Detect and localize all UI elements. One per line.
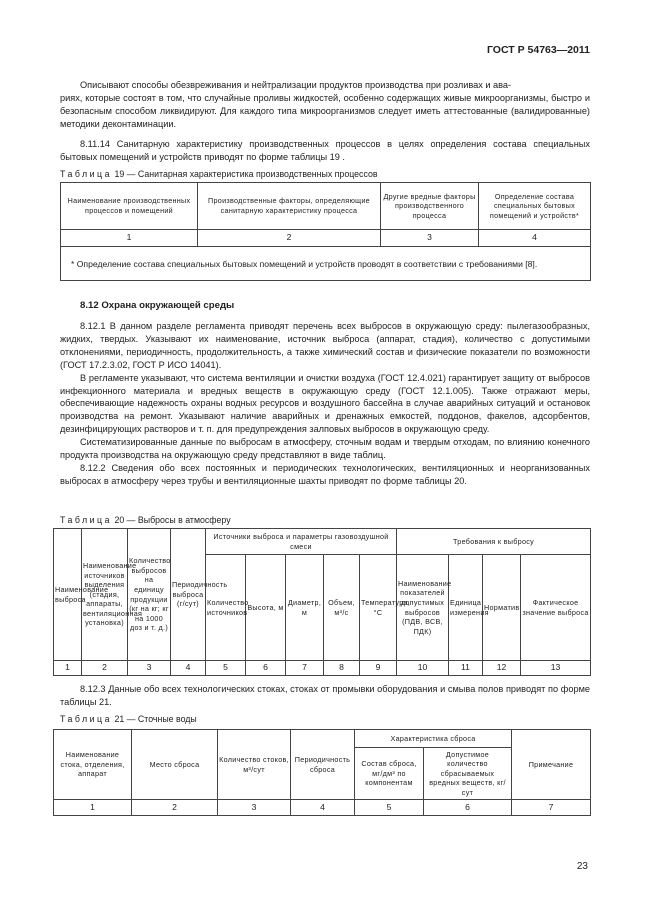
document-header: ГОСТ Р 54763—2011 bbox=[486, 44, 590, 56]
paragraph-ventilation: В регламенте указывают, что система вентиляции и очистки воздуха (ГОСТ 12.4.021) гарантирует защиту от выбросов инфекционного материала и вредных веществ в окружающую среду (ГОСТ 12.1.005). Также отражают меры, обеспечивающие надежность охраны водных ресурсов и воздушного бассейна в случае аварийных ситуаций и остановок производства на ремонт. Указывают наличие аварийных и дренажных емкостей, поддонов, факелов, адсорбентов, дезинфицирующих растворов и т. п. для предупреждения залповых выбросов в окружающую среду. bbox=[60, 372, 590, 435]
header-source-count: Количество источников bbox=[206, 555, 246, 661]
header-drain-name: Наименование стока, отделения, аппарат bbox=[54, 730, 132, 800]
header-discharge-periodicity: Периодичность сброса bbox=[291, 730, 355, 800]
header-unit: Единица измерения bbox=[449, 555, 483, 661]
column-number: 8 bbox=[324, 661, 360, 676]
section-body bbox=[60, 320, 590, 488]
section-heading: 8.12 Охрана окружающей среды bbox=[80, 300, 235, 311]
column-number: 4 bbox=[479, 230, 591, 247]
header-norm: Норматив bbox=[483, 555, 521, 661]
column-number: 13 bbox=[521, 661, 591, 676]
table-20 bbox=[53, 528, 591, 676]
paragraph-text: 8.12.3 Данные обо всех технологических стоках, стоках от промывки оборудования и смыва полов приводят по форме таблицы 21. bbox=[60, 684, 590, 707]
column-number: 2 bbox=[82, 661, 128, 676]
page-number: 23 bbox=[576, 861, 588, 872]
column-number: 10 bbox=[397, 661, 449, 676]
header-diameter: Диаметр, м bbox=[286, 555, 324, 661]
column-number: 7 bbox=[512, 800, 591, 816]
header-drain-quantity: Количество стоков, м³/сут bbox=[218, 730, 291, 800]
table-21-caption bbox=[60, 714, 197, 724]
table-19-caption bbox=[60, 169, 378, 179]
table-19 bbox=[60, 182, 591, 281]
column-number: 5 bbox=[206, 661, 246, 676]
table-header-cell: Производственные факторы, определяющие санитарную характеристику процесса bbox=[198, 183, 381, 230]
header-composition: Состав сброса, мг/дм³ по компонентам bbox=[355, 748, 424, 800]
header-periodicity: Периодичность выброса (г/сут) bbox=[171, 529, 206, 661]
caption-word: Таблица bbox=[60, 714, 112, 724]
column-number: 6 bbox=[424, 800, 512, 816]
column-number: 2 bbox=[198, 230, 381, 247]
caption-title: 20 — Выбросы в атмосферу bbox=[114, 515, 231, 525]
column-number: 2 bbox=[132, 800, 218, 816]
paragraph-line: Описывают способы обезвреживания и нейтрализации продуктов производства при розливах и ава- bbox=[80, 80, 512, 90]
paragraph-continuation: риях, которые состоят в том, что случайные проливы жидкостей, особенно содержащих живые микроорганизмы, быстро и безопасным способом ликвидируют. Для каждого типа микроорганизмов следует иметь аттестованные (валидированные) методики деконтаминации. bbox=[60, 92, 590, 129]
column-number: 9 bbox=[360, 661, 397, 676]
table-header-cell: Другие вредные факторы производственного процесса bbox=[381, 183, 479, 230]
caption-word: Таблица bbox=[60, 515, 112, 525]
header-emission-source: Наименование источников выделения (стадия, аппараты, вентиляционная установка) bbox=[82, 529, 128, 661]
column-number: 4 bbox=[291, 800, 355, 816]
table-20-caption bbox=[60, 515, 231, 525]
paragraph-8-12-3 bbox=[60, 683, 590, 709]
caption-word: Таблица bbox=[60, 169, 112, 179]
column-number: 3 bbox=[128, 661, 171, 676]
column-number: 5 bbox=[355, 800, 424, 816]
column-number: 1 bbox=[61, 230, 198, 247]
column-number: 1 bbox=[54, 661, 82, 676]
header-group-requirements: Требования к выбросу bbox=[397, 529, 591, 555]
column-number: 1 bbox=[54, 800, 132, 816]
column-number: 4 bbox=[171, 661, 206, 676]
header-group-sources: Источники выброса и параметры газовоздушной смеси bbox=[206, 529, 397, 555]
header-volume: Объем, м³/с bbox=[324, 555, 360, 661]
table-21 bbox=[53, 729, 591, 816]
paragraph-8-11-14 bbox=[60, 138, 590, 164]
column-number: 3 bbox=[381, 230, 479, 247]
column-number: 7 bbox=[286, 661, 324, 676]
header-group-discharge: Характеристика сброса bbox=[355, 730, 512, 748]
paragraph-systematized-data: Систематизированные данные по выбросам в атмосферу, сточным водам и твердым отходам, по влиянию конечного продукта производства на окружающую среду представляют в виде таблиц. bbox=[60, 437, 590, 461]
column-number: 6 bbox=[246, 661, 286, 676]
table-footnote: * Определение состава специальных бытовых помещений и устройств проводят в соответствии с требованиями [8]. bbox=[61, 247, 591, 281]
paragraph-8-12-2: 8.12.2 Сведения обо всех постоянных и периодических технологических, вентиляционных и неорганизованных выбросах в атмосферу через трубы и вентиляционные шахты приводят по форме таблицы 20. bbox=[60, 462, 590, 486]
paragraph-8-12-1: 8.12.1 В данном разделе регламента приводят перечень всех выбросов в окружающую среду: пылегазообразных, жидких, твердых. Указывают их наименование, источник выброса (аппарат, стадия), количество с допустимыми отклонениями, периодичность, продолжительность, а также химический состав и физические показатели по возможности (ГОСТ 17.2.3.02, ГОСТ Р ИСО 14041). bbox=[60, 321, 590, 370]
column-number: 12 bbox=[483, 661, 521, 676]
header-height: Высота, м bbox=[246, 555, 286, 661]
header-remarks: Примечание bbox=[512, 730, 591, 800]
caption-title: 21 — Сточные воды bbox=[114, 714, 197, 724]
table-header-cell: Определение состава специальных бытовых помещений и устройств* bbox=[479, 183, 591, 230]
column-number: 11 bbox=[449, 661, 483, 676]
header-discharge-place: Место сброса bbox=[132, 730, 218, 800]
header-limit-indicators: Наименование показателей допустимых выбросов (ПДВ, ВСВ, ПДК) bbox=[397, 555, 449, 661]
header-temperature: Температура, °С bbox=[360, 555, 397, 661]
paragraph-text: 8.11.14 Санитарную характеристику производственных процессов в целях определения состава специальных бытовых помещений и устройств приводят по форме таблицы 19 . bbox=[60, 139, 590, 162]
caption-title: 19 — Санитарная характеристика производственных процессов bbox=[114, 169, 378, 179]
header-emission-quantity: Количество выбросов на единицу продукции (кг на кг; кг на 1000 доз и т. д.) bbox=[128, 529, 171, 661]
paragraph-decontamination bbox=[60, 79, 590, 131]
header-emission-name: Наименование выброса bbox=[54, 529, 82, 661]
table-header-cell: Наименование производственных процессов и помещений bbox=[61, 183, 198, 230]
column-number: 3 bbox=[218, 800, 291, 816]
header-actual-value: Фактическое значение выброса bbox=[521, 555, 591, 661]
header-allowed-amount: Допустимое количество сбрасываемых вредных веществ, кг/сут bbox=[424, 748, 512, 800]
